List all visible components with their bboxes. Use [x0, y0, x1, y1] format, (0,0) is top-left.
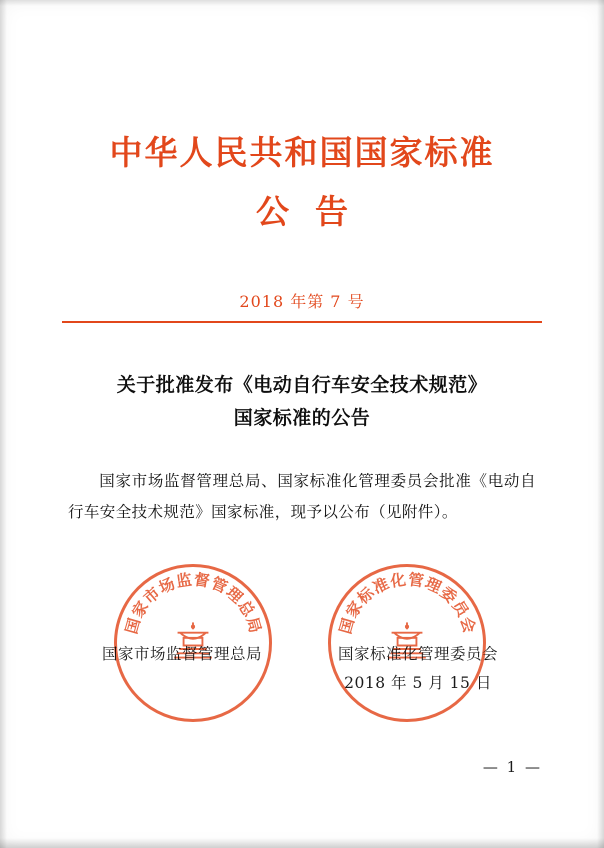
header-divider	[62, 321, 542, 323]
document-content	[0, 132, 604, 712]
page-title	[62, 369, 542, 436]
page-title-line-1: 关于批准发布《电动自行车安全技术规范》	[116, 374, 488, 397]
document-main-title: 中华人民共和国国家标准	[109, 133, 495, 172]
body-paragraph: 国家市场监督管理总局、国家标准化管理委员会批准《电动自行车安全技术规范》国家标准，现予以公布（见附件）。	[68, 471, 536, 521]
national-emblem-icon	[167, 619, 219, 667]
signature-area	[62, 562, 542, 712]
page-number: — 1 —	[482, 758, 542, 776]
svg-text:国家标准化管理委员会: 国家标准化管理委员会	[334, 569, 480, 637]
signature-left-organization: 国家市场监督管理总局	[102, 644, 263, 663]
scan-edge-right	[597, 0, 604, 848]
document-sub-title: 公告	[256, 192, 374, 232]
national-emblem-icon	[381, 619, 433, 667]
seal-left-inner	[117, 567, 269, 719]
signature-date: 2018 年 5 月 15 日	[344, 674, 492, 693]
official-seal-right	[328, 564, 486, 722]
page-title-line-2: 国家标准的公告	[233, 407, 371, 430]
document-issue-number: 2018 年第 7 号	[239, 292, 365, 312]
signature-right-organization: 国家标准化管理委员会	[337, 644, 498, 663]
scan-edge-left	[0, 0, 7, 848]
scan-edge-top	[0, 0, 604, 6]
official-seal-left	[114, 564, 272, 722]
svg-text:国家市场监督管理总局: 国家市场监督管理总局	[120, 569, 266, 637]
scan-edge-bottom	[0, 838, 604, 848]
document-body	[62, 466, 542, 528]
seal-right-inner	[331, 567, 483, 719]
